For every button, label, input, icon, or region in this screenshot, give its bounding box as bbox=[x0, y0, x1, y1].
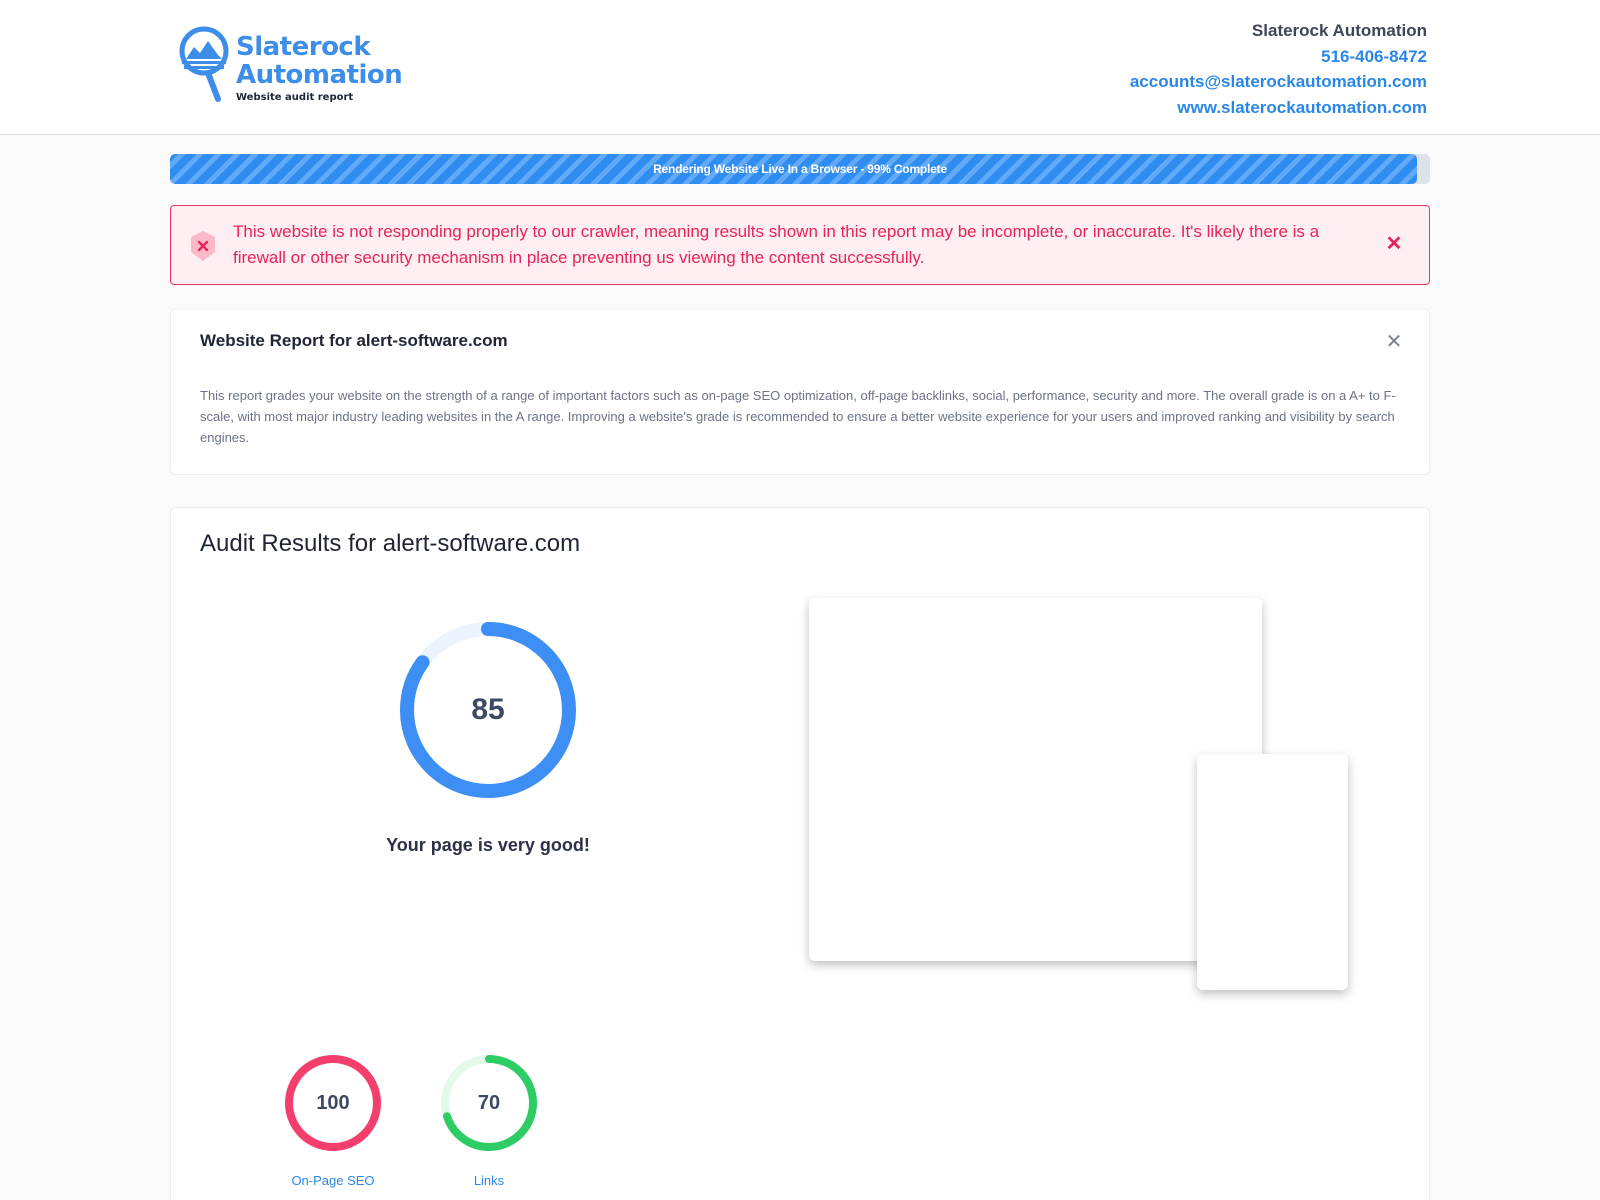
category-score-value: 70 bbox=[477, 1091, 501, 1114]
audit-results-card bbox=[170, 507, 1430, 1200]
overall-score-gauge bbox=[398, 620, 578, 800]
phone-link[interactable]: 516-406-8472 bbox=[1321, 46, 1427, 66]
audit-results-title: Audit Results for alert-software.com bbox=[200, 530, 581, 557]
contact-block bbox=[1130, 18, 1427, 120]
mobile-screenshot-preview bbox=[1197, 754, 1348, 990]
desktop-screenshot-preview bbox=[809, 598, 1262, 961]
report-intro-card bbox=[170, 308, 1430, 475]
email-link[interactable]: accounts@slaterockautomation.com bbox=[1129, 72, 1427, 91]
crawler-warning-message: This website is not responding properly to our crawler, meaning results shown in this report may be incomplete, or inaccurate. It's likely there is a firewall or other security mechanism in place preventing us viewing the content successfully. bbox=[233, 222, 1320, 267]
brand-logo[interactable] bbox=[178, 22, 438, 106]
overall-score-caption: Your page is very good! bbox=[386, 835, 590, 855]
website-link[interactable]: www.slaterockautomation.com bbox=[1177, 97, 1427, 117]
overall-score-value: 85 bbox=[471, 693, 505, 726]
crawler-warning-alert bbox=[170, 205, 1430, 285]
category-score-onpage-seo[interactable] bbox=[283, 1053, 383, 1188]
close-icon[interactable]: ✕ bbox=[1385, 233, 1403, 255]
render-progress-bar bbox=[170, 154, 1430, 184]
shield-x-icon bbox=[189, 230, 217, 262]
report-intro-description: This report grades your website on the strength of a range of important factors such as on-page SEO optimization, off-page backlinks, social, performance, security and more. The overall grade is on a A+ to F-scale, with most major industry leading websites in the A range. Improving a website's grade is recommended to ensure a better website experience for your users and improved ranking and visibility by search engines. bbox=[200, 388, 1396, 445]
category-score-value: 100 bbox=[316, 1091, 350, 1114]
company-name: Slaterock Automation bbox=[1251, 21, 1427, 40]
brand-name-line2: Automation bbox=[236, 60, 403, 90]
category-score-label[interactable]: Links bbox=[473, 1173, 505, 1188]
close-icon[interactable]: ✕ bbox=[1385, 331, 1403, 353]
header-bar bbox=[0, 0, 1600, 135]
magnifier-mountain-icon bbox=[178, 25, 232, 103]
brand-name bbox=[236, 33, 402, 89]
category-score-label[interactable]: On-Page SEO bbox=[291, 1173, 375, 1188]
brand-subtitle: Website audit report bbox=[236, 92, 354, 103]
brand-name-line1: Slaterock bbox=[236, 32, 371, 62]
render-progress-label: Rendering Website Live In a Browser - 99% Complete bbox=[653, 162, 947, 176]
report-intro-title: Website Report for alert-software.com bbox=[200, 331, 508, 350]
category-score-links[interactable] bbox=[439, 1053, 539, 1188]
